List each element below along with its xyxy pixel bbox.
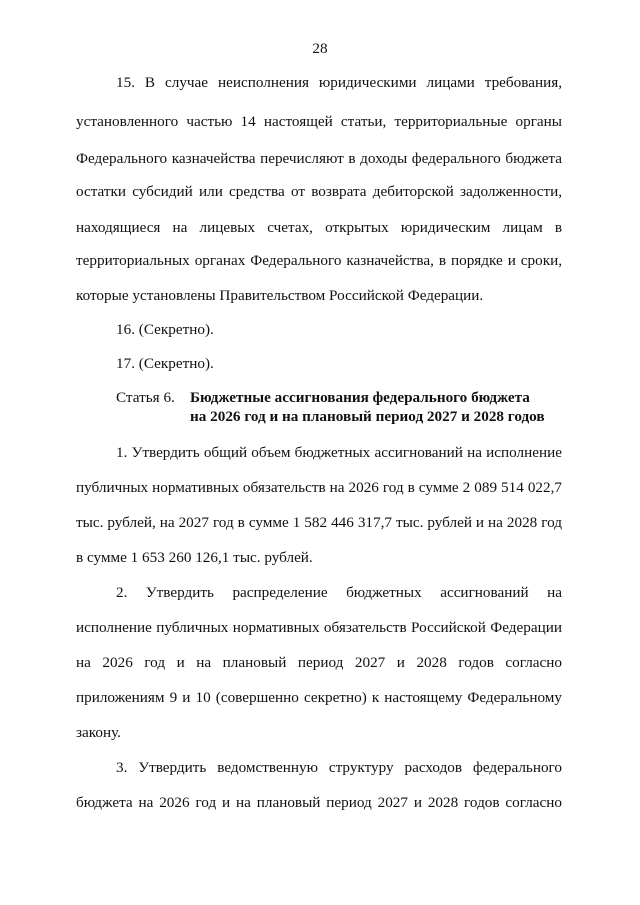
article-p2-line: на 2026 год и на плановый период 2027 и 2028 годов согласно [76, 654, 562, 671]
paragraph-15-line: 15. В случае неисполнения юридическими лицами требования, [116, 74, 562, 91]
paragraph-15-line: остатки субсидий или средства от возврата дебиторской задолженности, [76, 183, 562, 200]
article-p2-line: приложениям 9 и 10 (совершенно секретно) к настоящему Федеральному [76, 689, 562, 706]
paragraph-15-line: установленного частью 14 настоящей статьи, территориальные органы [76, 113, 562, 130]
page-number: 28 [312, 40, 328, 57]
article-label: Статья 6. [116, 389, 175, 406]
article-p1-line: 1. Утвердить общий объем бюджетных ассигнований на исполнение [116, 444, 562, 461]
article-p3-line: 3. Утвердить ведомственную структуру расходов федерального [116, 759, 562, 776]
article-p2-line: 2. Утвердить распределение бюджетных ассигнований на [116, 584, 562, 601]
paragraph-15-line: находящиеся на лицевых счетах, открытых юридическим лицам в [76, 219, 562, 236]
article-title-line: на 2026 год и на плановый период 2027 и 2028 годов [190, 408, 545, 425]
article-title-line: Бюджетные ассигнования федерального бюджета [190, 389, 530, 406]
article-p2-line: закону. [76, 724, 121, 741]
paragraph-15-line: территориальных органах Федерального казначейства, в порядке и сроки, [76, 252, 562, 269]
article-p1-line: публичных нормативных обязательств на 2026 год в сумме 2 089 514 022,7 [76, 479, 562, 496]
paragraph-15-line: которые установлены Правительством Российской Федерации. [76, 287, 484, 304]
article-p1-line: в сумме 1 653 260 126,1 тыс. рублей. [76, 549, 313, 566]
article-p3-line: бюджета на 2026 год и на плановый период 2027 и 2028 годов согласно [76, 794, 562, 811]
paragraph-15-line: Федерального казначейства перечисляют в доходы федерального бюджета [76, 150, 562, 167]
article-p1-line: тыс. рублей, на 2027 год в сумме 1 582 446 317,7 тыс. рублей и на 2028 год [76, 514, 562, 531]
paragraph-16: 16. (Секретно). [116, 321, 214, 338]
article-p2-line: исполнение публичных нормативных обязательств Российской Федерации [76, 619, 562, 636]
paragraph-17: 17. (Секретно). [116, 355, 214, 372]
